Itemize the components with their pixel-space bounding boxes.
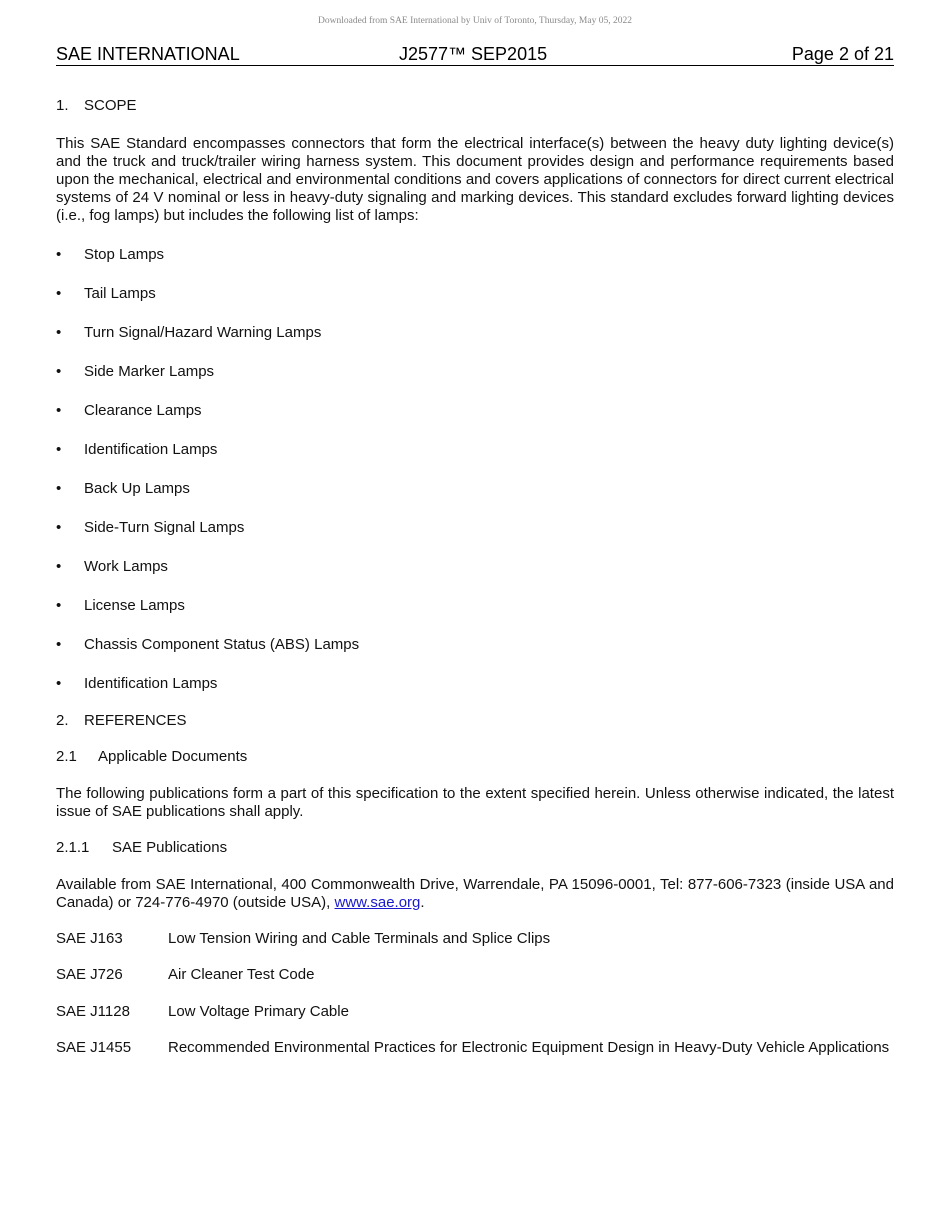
download-watermark: Downloaded from SAE International by Univ of Toronto, Thursday, May 05, 2022	[318, 16, 632, 26]
bullet-icon: •	[56, 441, 62, 458]
section-heading-references	[56, 712, 894, 730]
list-item	[56, 636, 894, 654]
lamp-label: Stop Lamps	[84, 246, 165, 263]
list-item	[56, 480, 894, 498]
bullet-icon: •	[56, 324, 62, 341]
document-code: SAE J1128	[56, 1003, 130, 1020]
lamp-label: Work Lamps	[84, 558, 168, 575]
list-item	[56, 324, 894, 342]
lamp-label: License Lamps	[84, 597, 185, 614]
section-heading-scope	[56, 97, 894, 115]
section-number: 2.	[56, 712, 69, 729]
list-item	[56, 441, 894, 459]
list-item	[56, 246, 894, 264]
lamp-label: Clearance Lamps	[84, 402, 202, 419]
section-number: 1.	[56, 97, 69, 114]
subsection-title: SAE Publications	[112, 839, 228, 856]
bullet-icon: •	[56, 636, 62, 653]
end-punctuation: .	[420, 894, 425, 911]
document-code: SAE J1455	[56, 1039, 132, 1056]
bullet-icon: •	[56, 402, 62, 419]
list-item	[56, 966, 894, 984]
bullet-icon: •	[56, 363, 62, 380]
list-item	[56, 1039, 894, 1057]
lamp-label: Identification Lamps	[84, 441, 218, 458]
sae-availability-paragraph	[56, 876, 894, 912]
lamp-label: Identification Lamps	[84, 675, 218, 692]
list-item	[56, 597, 894, 615]
lamp-label: Turn Signal/Hazard Warning Lamps	[84, 324, 322, 341]
bullet-icon: •	[56, 558, 62, 575]
document-code: SAE J726	[56, 966, 123, 983]
lamp-list	[56, 246, 894, 693]
list-item	[56, 519, 894, 537]
list-item	[56, 402, 894, 420]
list-item	[56, 1003, 894, 1021]
list-item	[56, 285, 894, 303]
availability-text: Available from SAE International, 400 Commonwealth Drive, Warrendale, PA 15096-0001, Tel: 877-606-7323 (inside USA and Canada) or 724-776-4970 (outside USA),	[56, 876, 894, 911]
section-title: REFERENCES	[84, 712, 187, 729]
page-header	[56, 43, 894, 66]
lamp-label: Side-Turn Signal Lamps	[84, 519, 245, 536]
list-item	[56, 675, 894, 693]
lamp-label: Side Marker Lamps	[84, 363, 215, 380]
lamp-label: Back Up Lamps	[84, 480, 190, 497]
list-item	[56, 930, 894, 948]
header-document-id: J2577™ SEP2015	[399, 44, 548, 64]
list-item	[56, 558, 894, 576]
subsection-heading-applicable-documents	[56, 748, 894, 766]
bullet-icon: •	[56, 285, 62, 302]
bullet-icon: •	[56, 675, 62, 692]
subsection-heading-sae-publications	[56, 839, 894, 857]
subsection-number: 2.1	[56, 748, 77, 765]
lamp-label: Tail Lamps	[84, 285, 156, 302]
header-organization: SAE INTERNATIONAL	[56, 44, 240, 64]
lamp-label: Chassis Component Status (ABS) Lamps	[84, 636, 360, 653]
applicable-documents-paragraph: The following publications form a part of this specification to the extent specified herein. Unless otherwise indicated, the latest issue of SAE publications shall apply.	[56, 785, 894, 820]
document-title: Low Tension Wiring and Cable Terminals and Splice Clips	[168, 930, 551, 947]
document-title: Low Voltage Primary Cable	[168, 1003, 349, 1020]
sae-website-link[interactable]: www.sae.org	[334, 894, 421, 911]
document-title: Recommended Environmental Practices for Electronic Equipment Design in Heavy-Duty Vehicle Applications	[168, 1039, 890, 1056]
reference-documents-list	[56, 930, 894, 1057]
bullet-icon: •	[56, 597, 62, 614]
subsection-number: 2.1.1	[56, 839, 90, 856]
document-body	[56, 97, 894, 1057]
bullet-icon: •	[56, 519, 62, 536]
list-item	[56, 363, 894, 381]
bullet-icon: •	[56, 246, 62, 263]
bullet-icon: •	[56, 480, 62, 497]
section-title: SCOPE	[84, 97, 137, 114]
document-title: Air Cleaner Test Code	[168, 966, 315, 983]
subsection-title: Applicable Documents	[98, 748, 248, 765]
header-page-number: Page 2 of 21	[791, 44, 894, 64]
document-code: SAE J163	[56, 930, 123, 947]
scope-paragraph: This SAE Standard encompasses connectors that form the electrical interface(s) between the heavy duty lighting device(s) and the truck and truck/trailer wiring harness system. This document provides design and performance requirements based upon the mechanical, electrical and environmental conditions and covers applications of connectors for direct current electrical systems of 24 V nominal or less in heavy-duty signaling and marking devices. This standard excludes forward lighting devices (i.e., fog lamps) but includes the following list of lamps:	[56, 135, 894, 224]
